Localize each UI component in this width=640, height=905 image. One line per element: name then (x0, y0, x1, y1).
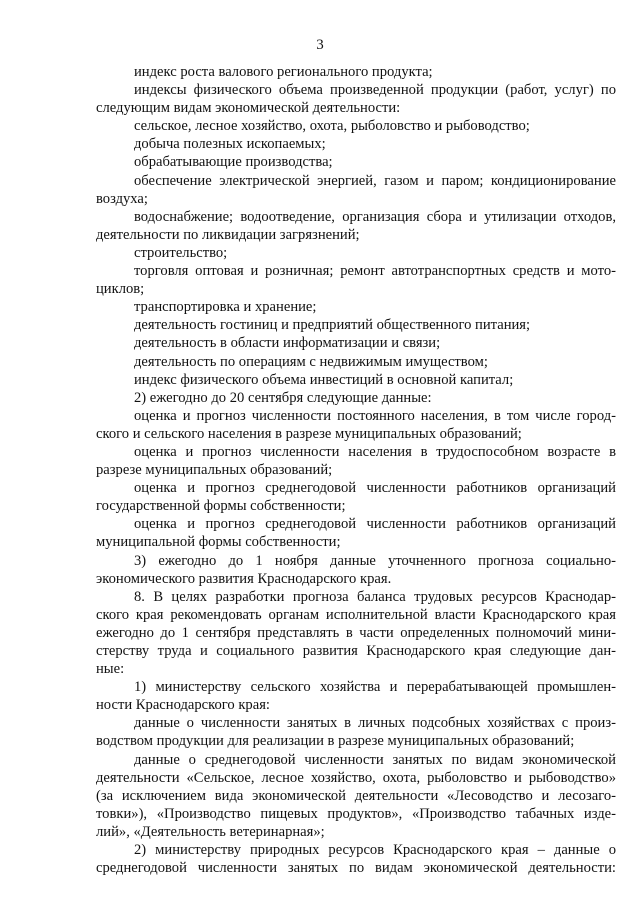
text-line: индекс роста валового регионального продукта; (134, 64, 433, 80)
text-line: муниципальной формы собственности; (96, 534, 341, 551)
text-line: разрезе муниципальных образований; (96, 462, 333, 479)
text-line: следующим видам экономической деятельности: (96, 100, 401, 117)
text-line: данные о численности занятых в личных подсобных хозяйствах с произ- (134, 715, 616, 732)
text-line: стерству труда и социального развития Краснодарского края следующие дан- (96, 643, 616, 659)
text-line: оценка и прогноз среднегодовой численности работников организаций (134, 516, 616, 533)
text-line: индекс физического объема инвестиций в основной капитал; (134, 371, 514, 388)
text-line: оценка и прогноз среднегодовой численности работников организаций (134, 480, 616, 497)
text-line: водством продукции для реализации в разрезе муниципальных образований; (96, 733, 575, 750)
text-line: деятельность по операциям с недвижимым имуществом; (134, 353, 488, 370)
text-line: добыча полезных ископаемых; (134, 136, 326, 153)
text-line: 1) министерству сельского хозяйства и перерабатывающей промышлен- (134, 679, 616, 696)
text-line: оценка и прогноз численности постоянного населения, в том числе город- (134, 407, 616, 424)
text-line: 3) ежегодно до 1 ноября данные уточненного прогноза социально- (134, 552, 616, 569)
text-line: транспортировка и хранение; (134, 299, 317, 316)
text-line: обрабатывающие производства; (134, 154, 333, 171)
text-line: обеспечение электрической энергией, газом и паром; кондиционирование (134, 172, 616, 189)
text-line: строительство; (134, 244, 228, 261)
text-line: торговля оптовая и розничная; ремонт автотранспортных средств и мото- (134, 263, 616, 280)
text-line: сельское, лесное хозяйство, охота, рыболовство и рыбоводство; (134, 118, 530, 135)
text-line: циклов; (96, 281, 145, 298)
text-line: оценка и прогноз численности населения в трудоспособном возрасте в (134, 443, 616, 460)
text-line: лий», «Деятельность ветеринарная»; (96, 823, 325, 840)
text-line: 2) ежегодно до 20 сентября следующие данные: (134, 389, 432, 406)
text-line: 8. В целях разработки прогноза баланса трудовых ресурсов Краснодар- (134, 588, 616, 605)
text-line: экономического развития Краснодарского края. (96, 570, 392, 587)
text-line: деятельность в области информатизации и связи; (134, 335, 441, 352)
document-body (96, 63, 616, 877)
text-line: ежегодно до 1 сентября представлять в части определенных полномочий мини- (96, 624, 616, 641)
text-line: государственной формы собственности; (96, 498, 346, 515)
text-line: (за исключением вида экономической деятельности «Лесоводство и лесозаго- (96, 787, 616, 804)
page-number: 3 (316, 37, 324, 53)
text-line: деятельности «Сельское, лесное хозяйство, охота, рыболовство и рыбоводство» (96, 769, 616, 786)
text-line: воздуха; (96, 190, 148, 207)
text-line: индексы физического объема произведенной продукции (работ, услуг) по (134, 82, 616, 99)
text-line: данные о среднегодовой численности занятых по видам экономической (134, 751, 616, 768)
text-line: ности Краснодарского края: (96, 697, 270, 714)
text-line: деятельность гостиниц и предприятий общественного питания; (134, 317, 531, 334)
text-line: деятельности по ликвидации загрязнений; (96, 226, 360, 243)
text-line: товки»), «Производство пищевых продуктов», «Производство табачных изде- (96, 805, 616, 822)
text-line: водоснабжение; водоотведение, организация сбора и утилизации отходов, (134, 208, 616, 225)
text-line: ского и сельского населения в разрезе муниципальных образований; (96, 425, 522, 442)
text-line: среднегодовой численности занятых по видам экономической деятельности: (96, 860, 616, 877)
text-line: 2) министерству природных ресурсов Краснодарского края – данные о (134, 842, 616, 859)
text-line: ные: (96, 661, 125, 678)
text-line: ского края рекомендовать органам исполнительной власти Краснодарского края (96, 606, 616, 623)
